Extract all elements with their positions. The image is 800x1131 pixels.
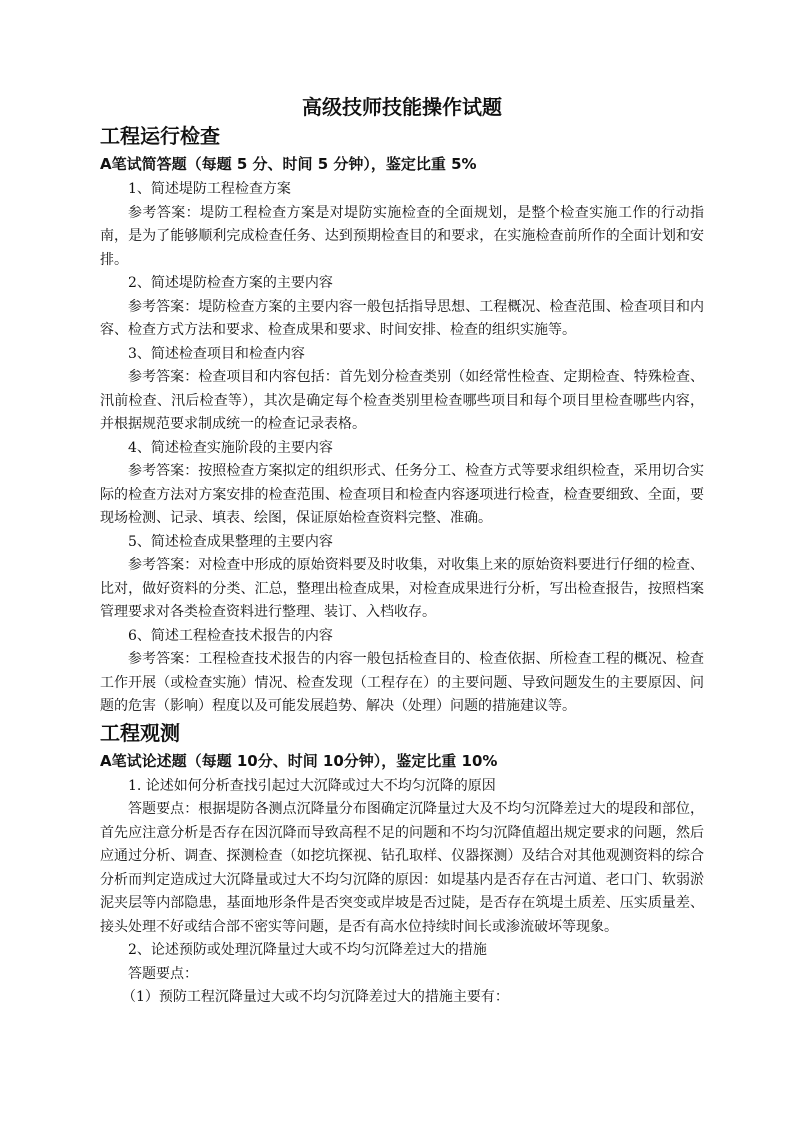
answer-4: 参考答案：按照检查方案拟定的组织形式、任务分工、检查方式等要求组织检查，采用切合实际的检查方法对方案安排的检查范围、检查项目和检查内容逐项进行检查，检查要细致、全面，要现场检测、记录、填表、绘图，保证原始检查资料完整、准确。 [100,463,704,526]
section-subtitle-observation: A笔试论述题（每题 10分、时间 10分钟），鉴定比重 10% [100,751,498,770]
section-subtitle-inspection: A笔试简答题（每题 5 分、时间 5 分钟），鉴定比重 5% [100,155,477,173]
answer-2: 参考答案：堤防检查方案的主要内容一般包括指导思想、工程概况、检查范围、检查项目和内容、检查方式方法和要求、检查成果和要求、时间安排、检查的组织实施等。 [100,298,704,338]
question-3: 3、简述检查项目和检查内容 [128,345,305,362]
essay-answer-2-heading: 答题要点： [128,965,198,982]
answer-6: 参考答案：工程检查技术报告的内容一般包括检查目的、检查依据、所检查工程的概况、检查工作开展（或检查实施）情况、检查发现（工程存在）的主要问题、导致问题发生的主要原因、问题的危害（影响）程度以及可能发展趋势、解决（处理）问题的措施建议等。 [100,651,704,714]
essay-answer-2-item-1: （1）预防工程沉降量过大或不均匀沉降差过大的措施主要有： [122,989,509,1005]
question-4: 4、简述检查实施阶段的主要内容 [128,439,333,456]
document-page [100,92,704,1010]
answer-5: 参考答案：对检查中形成的原始资料要及时收集，对收集上来的原始资料要进行仔细的检查、比对，做好资料的分类、汇总，整理出检查成果，对检查成果进行分析，写出检查报告，按照档案管理要求对各类检查资料进行整理、装订、入档收存。 [100,557,704,620]
section-title-inspection: 工程运行检查 [100,124,220,148]
essay-answer-1: 答题要点：根据堤防各测点沉降量分布图确定沉降量过大及不均匀沉降差过大的堤段和部位，首先应注意分析是否存在因沉降而导致高程不足的问题和不均匀沉降值超出规定要求的问题，然后应通过分析、调查、探测检查（如挖坑探视、钻孔取样、仪器探测）及结合对其他观测资料的综合分析而判定造成过大沉降量或过大不均匀沉降的原因：如堤基内是否存在古河道、老口门、软弱淤泥夹层等内部隐患，基面地形条件是否突变或岸坡是否过陡，是否存在筑堤土质差、压实质量差、接头处理不好或结合部不密实等问题，是否有高水位持续时间长或渗流破坏等现象。 [100,801,704,935]
question-5: 5、简述检查成果整理的主要内容 [128,533,333,550]
answer-3: 参考答案：检查项目和内容包括：首先划分检查类别（如经常性检查、定期检查、特殊检查、汛前检查、汛后检查等），其次是确定每个检查类别里检查哪些项目和每个项目里检查哪些内容，并根据规范要求制成统一的检查记录表格。 [100,369,704,432]
question-2: 2、简述堤防检查方案的主要内容 [128,275,333,291]
answer-1: 参考答案：堤防工程检查方案是对堤防实施检查的全面规划，是整个检查实施工作的行动指南，是为了能够顺利完成检查任务、达到预期检查目的和要求，在实施检查前所作的全面计划和安排。 [100,204,704,268]
section-title-observation: 工程观测 [100,720,180,745]
essay-question-1: 1. 论述如何分析查找引起过大沉降或过大不均匀沉降的原因 [128,777,496,794]
essay-question-2: 2、论述预防或处理沉降量过大或不均匀沉降差过大的措施 [128,942,487,958]
question-6: 6、简述工程检查技术报告的内容 [128,627,333,644]
document-title: 高级技师技能操作试题 [302,95,502,119]
question-1: 1、简述堤防工程检查方案 [128,181,291,197]
